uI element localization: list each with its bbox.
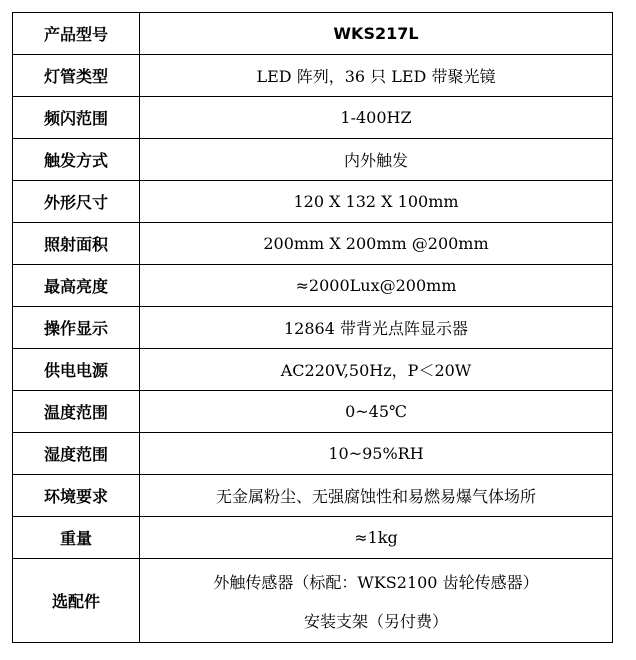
spec-label: 湿度范围 — [13, 433, 140, 475]
spec-row-model — [13, 13, 613, 55]
spec-label: 选配件 — [13, 559, 140, 643]
spec-value: 0~45℃ — [140, 391, 613, 433]
spec-row-trigger — [13, 139, 613, 181]
spec-row-max-brightness — [13, 265, 613, 307]
spec-value: WKS217L — [140, 13, 613, 55]
spec-value: ≈1kg — [140, 517, 613, 559]
spec-row-weight — [13, 517, 613, 559]
spec-row-power — [13, 349, 613, 391]
spec-label: 重量 — [13, 517, 140, 559]
spec-value: AC220V,50Hz，P＜20W — [140, 349, 613, 391]
spec-label: 产品型号 — [13, 13, 140, 55]
spec-label: 灯管类型 — [13, 55, 140, 97]
spec-row-display — [13, 307, 613, 349]
spec-value — [140, 559, 613, 643]
spec-value: 内外触发 — [140, 139, 613, 181]
spec-label: 触发方式 — [13, 139, 140, 181]
spec-label: 操作显示 — [13, 307, 140, 349]
accessory-sensor: 外触传感器（标配：WKS2100 齿轮传感器） — [213, 572, 539, 592]
spec-label: 照射面积 — [13, 223, 140, 265]
spec-row-temperature — [13, 391, 613, 433]
spec-label: 温度范围 — [13, 391, 140, 433]
spec-row-lamp-type — [13, 55, 613, 97]
spec-value: 10~95%RH — [140, 433, 613, 475]
spec-label: 频闪范围 — [13, 97, 140, 139]
spec-value: LED 阵列，36 只 LED 带聚光镜 — [140, 55, 613, 97]
spec-row-environment — [13, 475, 613, 517]
spec-row-humidity — [13, 433, 613, 475]
accessory-bracket: 安装支架（另付费） — [303, 611, 448, 631]
spec-row-accessories — [13, 559, 613, 643]
spec-label: 最高亮度 — [13, 265, 140, 307]
spec-value: 12864 带背光点阵显示器 — [140, 307, 613, 349]
spec-value: 1-400HZ — [140, 97, 613, 139]
spec-table — [12, 12, 613, 643]
spec-value: ≈2000Lux@200mm — [140, 265, 613, 307]
spec-value: 无金属粉尘、无强腐蚀性和易燃易爆气体场所 — [140, 475, 613, 517]
spec-value: 200mm X 200mm @200mm — [140, 223, 613, 265]
spec-label: 供电电源 — [13, 349, 140, 391]
spec-row-dimensions — [13, 181, 613, 223]
spec-label: 环境要求 — [13, 475, 140, 517]
spec-row-irradiation-area — [13, 223, 613, 265]
spec-label: 外形尺寸 — [13, 181, 140, 223]
spec-value: 120 X 132 X 100mm — [140, 181, 613, 223]
spec-row-strobe-range — [13, 97, 613, 139]
